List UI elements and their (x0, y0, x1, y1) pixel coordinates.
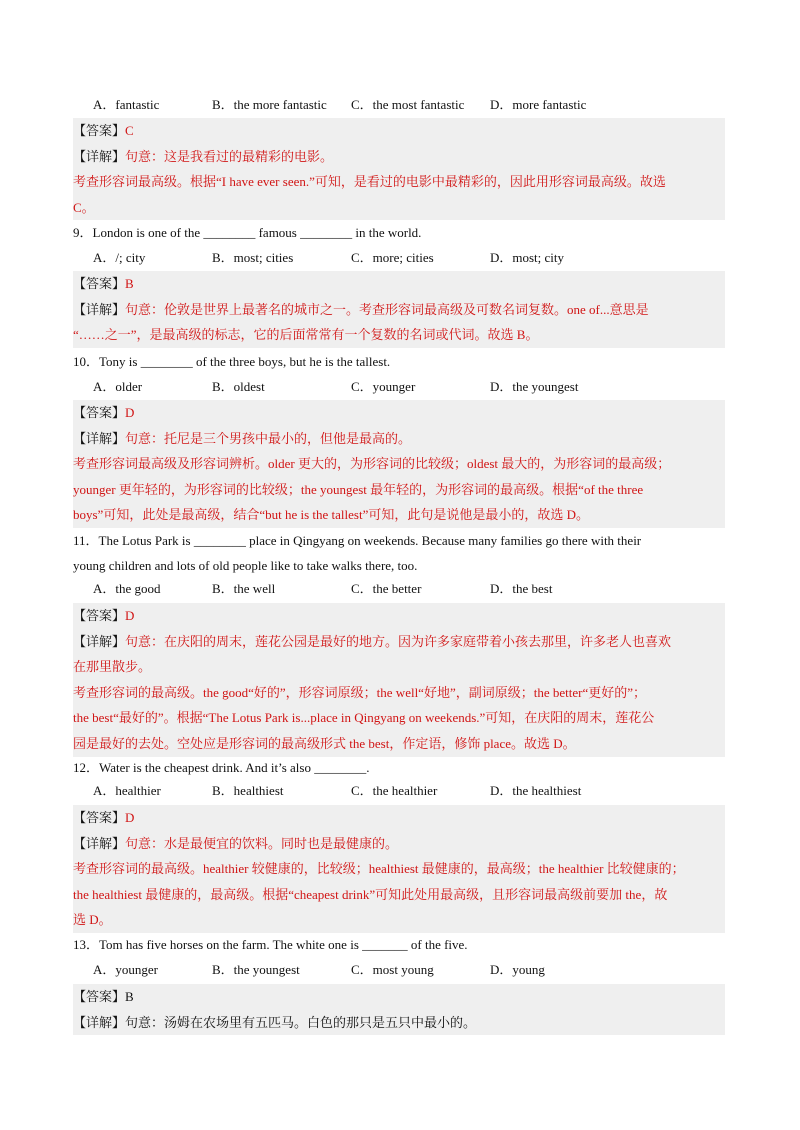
q8-option-b: B．the more fantastic (212, 97, 327, 112)
q11-detail-line: 句意：在庆阳的周末，莲花公园是最好的地方。因为许多家庭带着小孩去那里，许多老人也喜欢 (125, 633, 672, 649)
q8-answer-box (73, 118, 725, 220)
detail-label: 【详解】 (73, 148, 126, 164)
q12-answer-box (73, 805, 725, 933)
q10-stem: 10．Tony is ________ of the three boys, but he is the tallest. (73, 354, 391, 369)
q9-option-b: B．most; cities (212, 250, 294, 265)
q11-detail-line: the best“最好的”。根据“The Lotus Park is...place in Qingyang on weekends.”可知，在庆阳的周末，莲花公 (73, 710, 655, 726)
q13-option-c: C．most young (351, 962, 434, 977)
detail-label: 【详解】 (73, 430, 126, 446)
q13-answer-box (73, 984, 725, 1035)
q13-answer: B (125, 989, 134, 1004)
q9-answer-box (73, 271, 725, 348)
q12-stem: 12．Water is the cheapest drink. And it’s also ________. (73, 760, 370, 775)
q8-detail-line: 考查形容词最高级。根据“I have ever seen.”可知，是看过的电影中最精彩的，因此用形容词最高级。故选 (73, 174, 666, 190)
q8-answer: C (125, 123, 134, 138)
detail-label: 【详解】 (73, 301, 126, 317)
q11-option-a: A．the good (93, 581, 161, 596)
q11-option-d: D．the best (490, 581, 553, 596)
answer-label: 【答案】 (73, 989, 126, 1004)
q12-detail-line: the healthiest 最健康的，最高级。根据“cheapest drink”可知此处用最高级，且形容词最高级前要加 the，故 (73, 886, 668, 902)
q12-answer: D (125, 810, 135, 825)
q9-detail-line: 句意：伦敦是世界上最著名的城市之一。考查形容词最高级及可数名词复数。one of...意思是 (125, 301, 649, 317)
q12-option-c: C．the healthier (351, 783, 438, 798)
q9-stem: 9．London is one of the ________ famous ________ in the world. (73, 225, 422, 240)
q13-option-b: B．the youngest (212, 962, 300, 977)
q12-detail-line: 句意：水是最便宜的饮料。同时也是最健康的。 (125, 835, 399, 851)
answer-label: 【答案】 (73, 608, 126, 623)
q8-option-a: A．fantastic (93, 97, 160, 112)
q9-option-d: D．most; city (490, 250, 565, 265)
q10-option-a: A．older (93, 379, 143, 394)
q11-detail-line: 考查形容词的最高级。the good“好的”，形容词原级；the well“好地”，副词原级；the better“更好的”； (73, 684, 646, 700)
q13-stem: 13．Tom has five horses on the farm. The white one is _______ of the five. (73, 937, 468, 952)
q11-detail-line: 在那里散步。 (73, 659, 152, 675)
q11-stem-line-2: young children and lots of old people like to take walks there, too. (73, 558, 418, 573)
q10-option-d: D．the youngest (490, 379, 579, 394)
q12-detail-line: 选 D。 (73, 912, 112, 928)
q11-answer: D (125, 608, 135, 623)
q9-option-c: C．more; cities (351, 250, 434, 265)
q10-detail-line: 考查形容词最高级及形容词辨析。older 更大的，为形容词的比较级；oldest 最大的，为形容词的最高级； (73, 456, 671, 472)
q9-detail-line: “……之一”，是最高级的标志，它的后面常常有一个复数的名词或代词。故选 B。 (73, 327, 539, 343)
q11-option-c: C．the better (351, 581, 422, 596)
q13-option-a: A．younger (93, 962, 158, 977)
q8-detail-line: C。 (73, 199, 95, 215)
answer-label: 【答案】 (73, 405, 126, 420)
q12-detail-line: 考查形容词的最高级。healthier 较健康的，比较级；healthiest 最健康的，最高级；the healthier 比较健康的； (73, 861, 685, 877)
q12-option-a: A．healthier (93, 783, 161, 798)
q11-answer-box (73, 603, 725, 757)
q10-detail-line: boys”可知，此处是最高级，结合“but he is the tallest”可知，此句是说他是最小的，故选 D。 (73, 507, 589, 523)
q12-option-b: B．healthiest (212, 783, 284, 798)
q13-option-d: D．young (490, 962, 545, 977)
detail-label: 【详解】 (73, 1014, 126, 1030)
q8-detail-line: 句意：这是我看过的最精彩的电影。 (125, 148, 334, 164)
q11-detail-line: 园是最好的去处。空处应是形容词的最高级形式 the best，作定语，修饰 place。故选 D。 (73, 735, 576, 751)
detail-label: 【详解】 (73, 835, 126, 851)
q10-detail-line: younger 更年轻的，为形容词的比较级；the youngest 最年轻的，为形容词的最高级。根据“of the three (73, 481, 644, 497)
q11-stem-line-1: 11．The Lotus Park is ________ place in Qingyang on weekends. Because many families go there with their (73, 533, 642, 548)
q8-option-c: C．the most fantastic (351, 97, 465, 112)
q10-answer-box (73, 400, 725, 528)
answer-label: 【答案】 (73, 810, 126, 825)
q9-option-a: A．/; city (93, 250, 146, 265)
answer-label: 【答案】 (73, 276, 126, 291)
q13-detail-line: 句意：汤姆在农场里有五匹马。白色的那只是五只中最小的。 (125, 1014, 477, 1030)
answer-label: 【答案】 (73, 123, 126, 138)
q10-detail-line: 句意：托尼是三个男孩中最小的，但他是最高的。 (125, 430, 412, 446)
q10-option-b: B．oldest (212, 379, 265, 394)
q9-answer: B (125, 276, 134, 291)
detail-label: 【详解】 (73, 633, 126, 649)
q10-option-c: C．younger (351, 379, 416, 394)
q10-answer: D (125, 405, 135, 420)
q11-option-b: B．the well (212, 581, 276, 596)
q12-option-d: D．the healthiest (490, 783, 582, 798)
q8-option-d: D．more fantastic (490, 97, 587, 112)
